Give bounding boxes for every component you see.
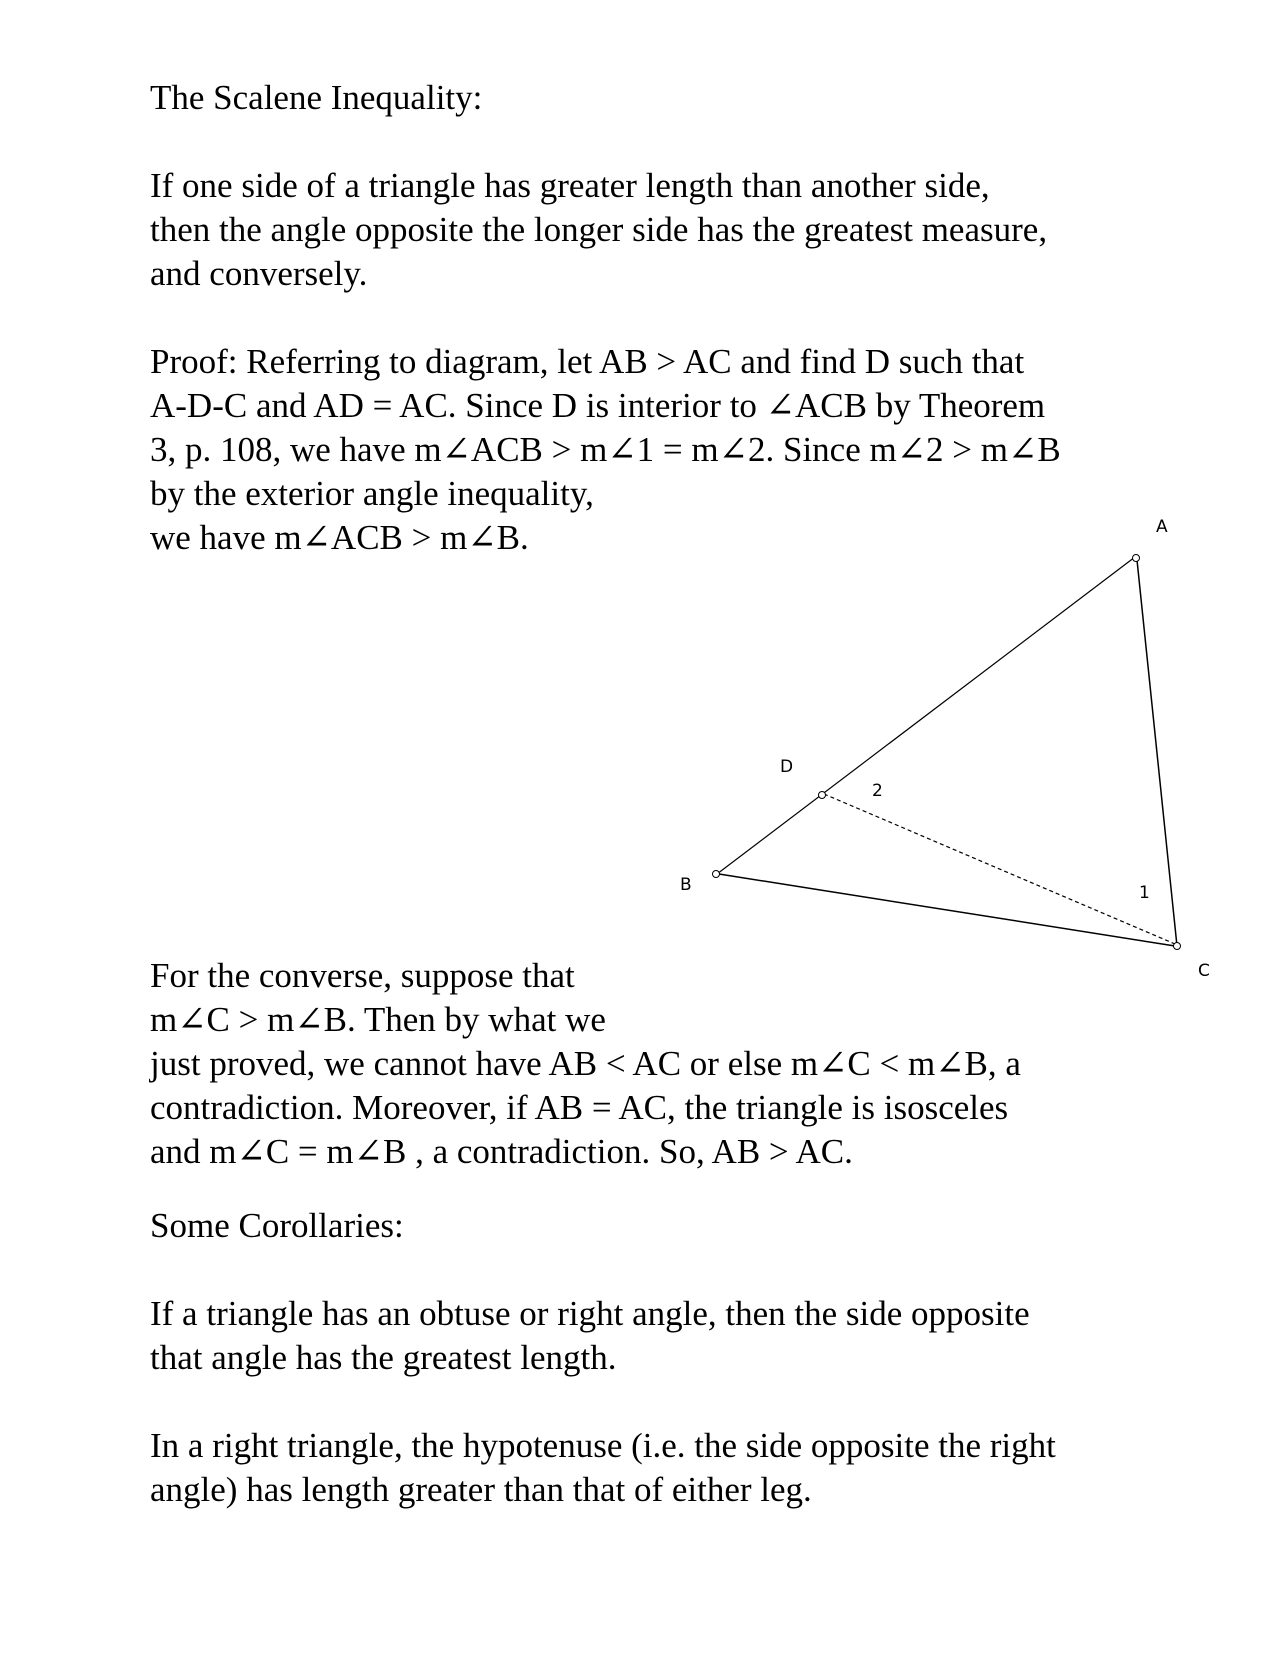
theorem-line: If one side of a triangle has greater length than another side, [150, 166, 990, 205]
page-title: The Scalene Inequality: [150, 78, 483, 117]
proof-line: A-D-C and AD = AC. Since D is interior to ∠ACB by Theorem [150, 386, 1046, 425]
converse-line: m∠C > m∠B. Then by what we [150, 1000, 606, 1039]
segment-dc-dashed [824, 794, 1175, 944]
corollaries-heading: Some Corollaries: [150, 1206, 404, 1245]
label-c: C [1198, 961, 1210, 981]
theorem-line: and conversely. [150, 254, 368, 293]
converse-line: and m∠C = m∠B , a contradiction. So, AB > AC. [150, 1132, 853, 1171]
point-a [1133, 555, 1140, 562]
label-angle-1: 1 [1139, 883, 1150, 903]
converse-line: For the converse, suppose that [150, 956, 575, 995]
label-d: D [780, 757, 794, 777]
corollary-line: If a triangle has an obtuse or right angle, then the side opposite [150, 1294, 1030, 1333]
corollary-line: that angle has the greatest length. [150, 1338, 617, 1377]
converse-line: contradiction. Moreover, if AB = AC, the triangle is isosceles [150, 1088, 1009, 1127]
point-b [713, 871, 720, 878]
corollary-line: In a right triangle, the hypotenuse (i.e. the side opposite the right [150, 1426, 1056, 1465]
converse-line: just proved, we cannot have AB < AC or else m∠C < m∠B, a [150, 1044, 1021, 1083]
label-a: A [1156, 517, 1168, 537]
segment-ba [717, 557, 1135, 874]
proof-line: by the exterior angle inequality, [150, 474, 594, 513]
segment-bc [719, 874, 1175, 946]
corollary-line: angle) has length greater than that of either leg. [150, 1470, 812, 1509]
point-d [819, 792, 826, 799]
point-c [1174, 943, 1181, 950]
label-b: B [680, 875, 692, 895]
proof-line: we have m∠ACB > m∠B. [150, 518, 529, 557]
proof-line: 3, p. 108, we have m∠ACB > m∠1 = m∠2. Since m∠2 > m∠B [150, 430, 1061, 469]
label-angle-2: 2 [872, 781, 883, 801]
theorem-line: then the angle opposite the longer side has the greatest measure, [150, 210, 1048, 249]
proof-line: Proof: Referring to diagram, let AB > AC and find D such that [150, 342, 1025, 381]
